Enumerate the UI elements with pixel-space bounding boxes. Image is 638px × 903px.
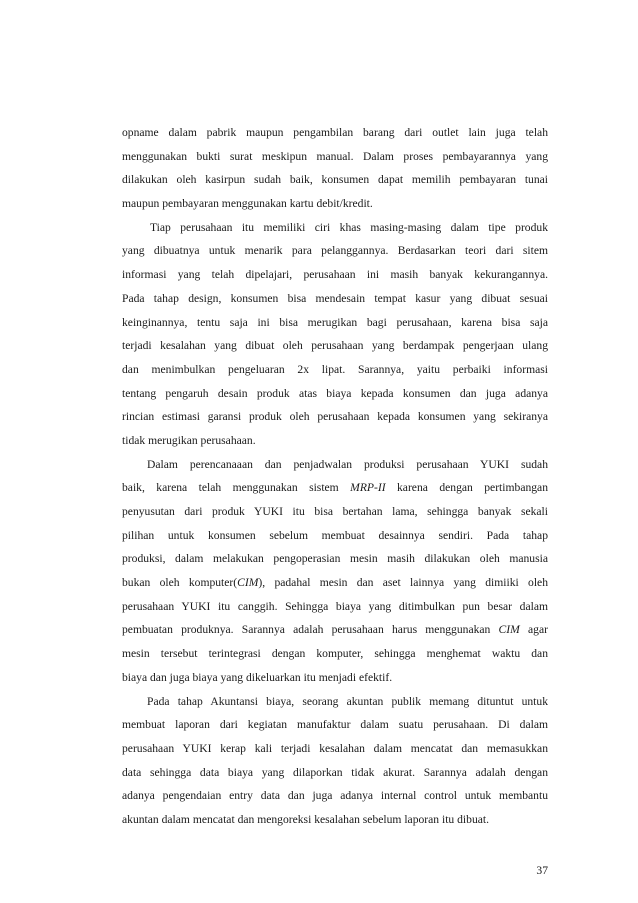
text-line: yang dibuatnya untuk menarik para pelanggannya. Berdasarkan teori dari sitem xyxy=(122,244,548,258)
text-line: tentang pengaruh desain produk atas biaya kepada konsumen dan juga adanya xyxy=(122,386,548,400)
text-line: Pada tahap Akuntansi biaya, seorang akuntan publik memang dituntut untuk xyxy=(147,694,548,708)
body-text xyxy=(122,121,548,832)
paragraph-2 xyxy=(122,216,548,453)
text-line: data sehingga data biaya yang dilaporkan tidak akurat. Sarannya adalah dengan xyxy=(122,765,548,779)
paragraph-4 xyxy=(122,690,548,832)
text-line: Pada tahap design, konsumen bisa mendesain tempat kasur yang dibuat sesuai xyxy=(122,291,548,305)
text-line: menggunakan bukti surat meskipun manual. Dalam proses pembayarannya yang xyxy=(122,149,548,163)
italic-term: CIM xyxy=(237,576,259,590)
text-line: terjadi kesalahan yang dibuat oleh perusahaan yang berdampak pengerjaan ulang xyxy=(122,339,548,353)
text-line: rincian estimasi garansi produk oleh perusahaan kepada konsumen yang sekiranya xyxy=(122,410,548,424)
text-line-with-italic: pembuatan produknya. Sarannya adalah perusahaan harus menggunakan CIM agar xyxy=(122,623,548,637)
text-line: keinginannya, tentu saja ini bisa merugikan bagi perusahaan, karena bisa saja xyxy=(122,315,548,329)
paragraph-3 xyxy=(122,453,548,690)
paragraph-1 xyxy=(122,121,548,216)
text-line: tidak merugikan perusahaan. xyxy=(122,433,256,447)
text-line: maupun pembayaran menggunakan kartu debit/kredit. xyxy=(122,197,373,211)
text-line: Tiap perusahaan itu memiliki ciri khas masing-masing dalam tipe produk xyxy=(150,220,548,234)
italic-term: MRP-II xyxy=(350,481,386,495)
text-line-with-italic: bukan oleh komputer(CIM), padahal mesin dan aset lainnya yang dimiiki oleh xyxy=(122,576,548,590)
text-line: dan menimbulkan pengeluaran 2x lipat. Sarannya, yaitu perbaiki informasi xyxy=(122,362,548,376)
text-line: biaya dan juga biaya yang dikeluarkan itu menjadi efektif. xyxy=(122,670,393,684)
text-line: penyusutan dari produk YUKI itu bisa bertahan lama, sehingga banyak sekali xyxy=(122,505,548,518)
text-line: perusahaan YUKI kerap kali terjadi kesalahan dalam mencatat dan memasukkan xyxy=(122,741,548,755)
text-line-with-italic: baik, karena telah menggunakan sistem MRP-II karena dengan pertimbangan xyxy=(122,481,548,495)
text-line: akuntan dalam mencatat dan mengoreksi kesalahan sebelum laporan itu dibuat. xyxy=(122,812,490,826)
text-line: produksi, dalam melakukan pengoperasian mesin masih dilakukan oleh manusia xyxy=(122,552,548,566)
italic-term: CIM xyxy=(498,623,520,637)
text-line: Dalam perencanaaan dan penjadwalan produksi perusahaan YUKI sudah xyxy=(147,457,548,471)
text-line: adanya pengendaian entry data dan juga adanya internal control untuk membantu xyxy=(122,789,548,803)
text-line: mesin tersebut terintegrasi dengan komputer, sehingga menghemat waktu dan xyxy=(122,647,548,661)
page-number: 37 xyxy=(536,864,548,877)
text-line: pilihan untuk konsumen sebelum membuat desainnya sendiri. Pada tahap xyxy=(122,528,548,542)
text-line: informasi yang telah dipelajari, perusahaan ini masih banyak kekurangannya. xyxy=(122,268,548,282)
text-line: membuat laporan dari kegiatan manufaktur dalam suatu perusahaan. Di dalam xyxy=(122,718,548,732)
text-line: dilakukan oleh kasirpun sudah baik, konsumen dapat memilih pembayaran tunai xyxy=(122,173,548,187)
text-line: perusahaan YUKI itu canggih. Sehingga biaya yang ditimbulkan pun besar dalam xyxy=(122,599,548,613)
text-line: opname dalam pabrik maupun pengambilan barang dari outlet lain juga telah xyxy=(122,126,548,139)
